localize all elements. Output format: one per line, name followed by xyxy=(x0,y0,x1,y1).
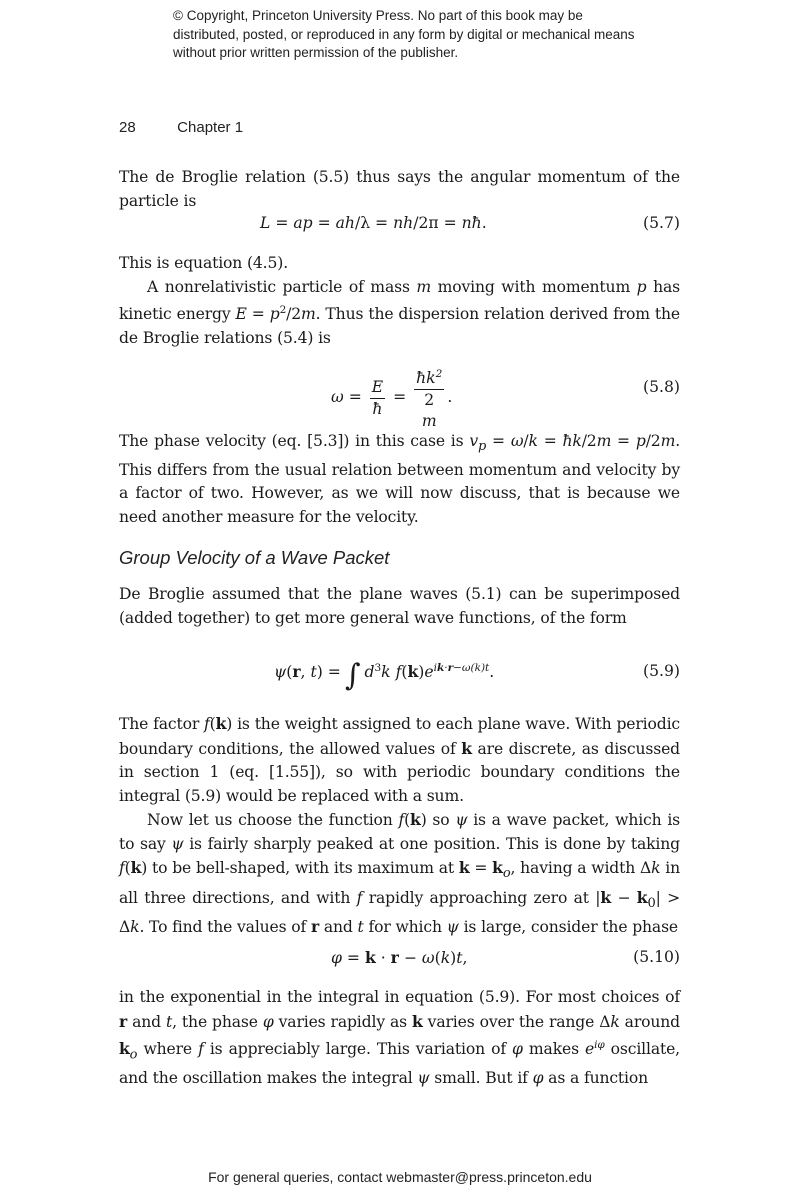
paragraph-text: De Broglie assumed that the plane waves (5.1) can be superimposed (added together) to get more general wave functions, of the form xyxy=(119,585,680,627)
paragraph-angular-momentum: The de Broglie relation (5.5) thus says the angular momentum of the particle is xyxy=(119,168,680,210)
footer-contact: For general queries, contact webmaster@press.princeton.edu xyxy=(208,1169,592,1185)
equation-body: ψ(r, t) = ∫ $d^3k$ $f(k)e^{ik\cdot r-\omega(k)t}$. xyxy=(274,658,495,693)
page-number: 28 xyxy=(119,119,136,136)
paragraph-wave-packet: The factor f(k) is the weight assigned to each plane wave. With periodic boundary conditions, the allowed values of k are discrete, as discussed in section 1 (eq. [1.55]), so with periodic boundary conditions the integral (5.9) would be replaced with a sum. Now let us choose the function f(k) so ψ is a wave packet, which is to say ψ is fairly sharply peaked at one position. This is done by taking f(k) to be bell-shaped, with its maximum at $k = k_o$, having a width Δk in all three directions, and with f rapidly approaching zero at $|k - k_0| > \Delta k$. To find the values of r and t for which ψ is large, consider the phase xyxy=(119,714,681,937)
equation-number: (5.7) xyxy=(643,214,680,232)
equation-body: ω = $\frac{E}{ħ}$ = $ħk^2$ 2 m . xyxy=(331,364,452,432)
running-head xyxy=(119,119,243,136)
equation-5-8 xyxy=(119,362,680,431)
equation-body: L = ap = ah/λ = nh/2π = nħ. xyxy=(260,214,487,232)
equation-number: (5.10) xyxy=(633,948,680,966)
equation-5-7 xyxy=(119,214,680,238)
equation-5-10 xyxy=(119,948,680,972)
paragraph-phase-variation: in the exponential in the integral in equation (5.9). For most choices of r and t, the phase φ varies rapidly as k varies over the range Δk around $k_o$ where f is appreciably large. This variation of φ makes $e^{i\varphi}$ oscillate, and the oscillation makes the integral ψ small. But if φ as a function xyxy=(119,988,680,1087)
equation-number: (5.8) xyxy=(643,378,680,396)
equation-5-9 xyxy=(119,652,680,692)
chapter-label: Chapter 1 xyxy=(177,119,244,136)
paragraph-phase-velocity: The phase velocity (eq. [5.3]) in this case is $v_p = \omega/k$ = ħk/2m = p/2m. This differs from the usual relation between momentum and velocity by a factor of two. However, as we will now discuss, that is because we need another measure for the velocity. xyxy=(119,432,681,526)
paragraph-superposition xyxy=(119,583,680,630)
equation-body: φ = k · r − ω(k)t, xyxy=(331,948,468,967)
equation-number: (5.9) xyxy=(643,662,680,680)
paragraph-dispersion: This is equation (4.5). A nonrelativistic particle of mass m moving with momentum p has kinetic energy $E = p^2/2m$. Thus the dispersion relation derived from the de Broglie relations (5.4) is xyxy=(119,254,681,347)
section-heading: Group Velocity of a Wave Packet xyxy=(119,547,390,568)
paragraph-line: This is equation (4.5). xyxy=(119,254,289,272)
copyright-notice: © Copyright, Princeton University Press. No part of this book may be distributed, posted, or reproduced in any form by digital or mechanical means without prior written permission of the publisher. xyxy=(173,8,635,60)
